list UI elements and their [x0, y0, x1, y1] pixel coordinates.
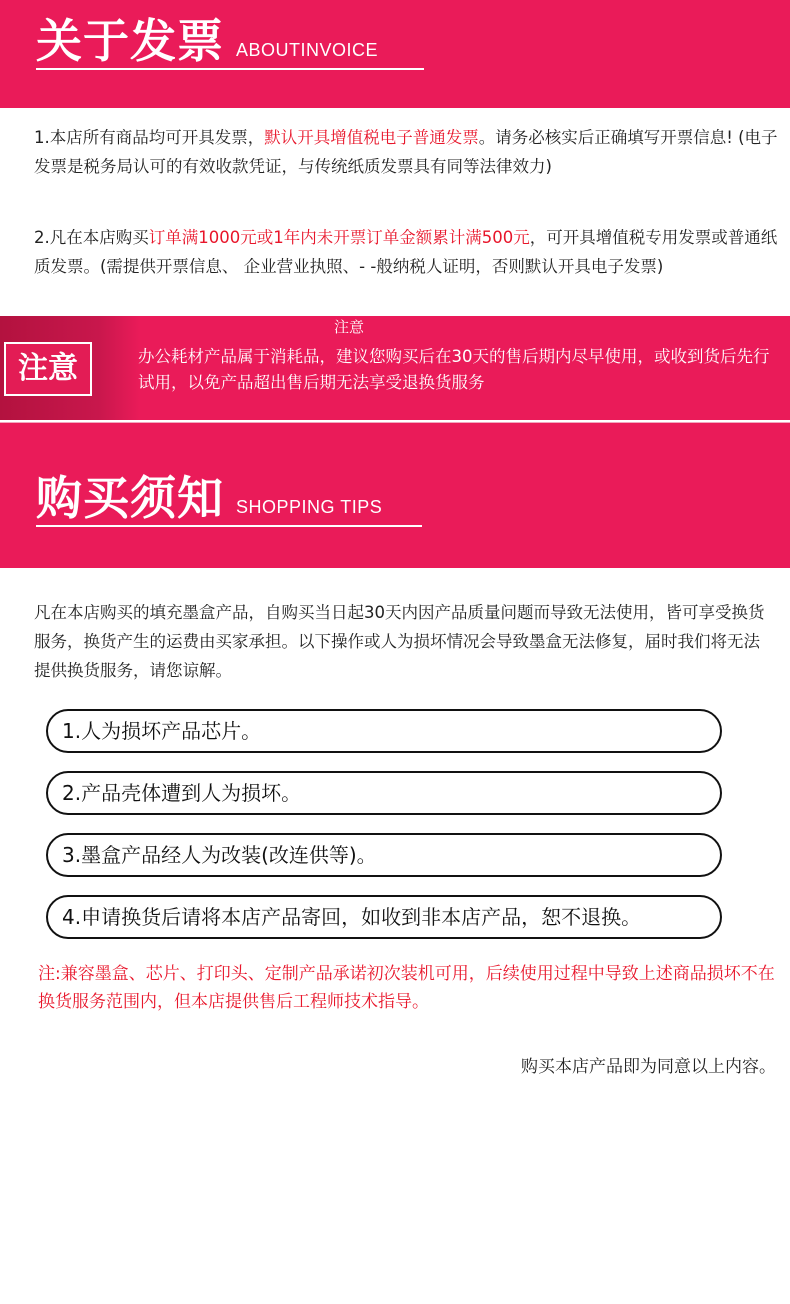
invoice-highlight-2: 订单满1000元或1年内未开票订单金额累计满500元 — [148, 228, 530, 247]
rule-item-4: 4.申请换货后请将本店产品寄回，如收到非本店产品，恕不退换。 — [46, 895, 722, 939]
warranty-note: 注:兼容墨盒、芯片、打印头、定制产品承诺初次装机可用，后续使用过程中导致上述商品损坏不在换货服务范围内，但本店提供售后工程师技术指导。 — [38, 964, 775, 1012]
rule-item-3: 3.墨盒产品经人为改装(改连供等)。 — [46, 833, 722, 877]
shopping-title-underline — [36, 525, 422, 527]
invoice-banner — [0, 0, 790, 108]
invoice-title-underline — [36, 68, 424, 70]
invoice-paragraph-1: 1.本店所有商品均可开具发票，默认开具增值税电子普通发票。请务必核实后正确填写开票信息! (电子 发票是税务局认可的有效收款凭证，与传统纸质发票具有同等法律效力) — [34, 128, 778, 176]
shopping-title: 购买须知 — [36, 471, 224, 525]
invoice-title-en: ABOUTINVOICE — [236, 40, 379, 60]
rule-item-1: 1.人为损坏产品芯片。 — [46, 709, 722, 753]
shopping-title-en: SHOPPING TIPS — [236, 497, 383, 517]
invoice-paragraph-2: 2.凡在本店购买订单满1000元或1年内未开票订单金额累计满500元，可开具增值税专用发票或普通纸质发票。(需提供开票信息、 企业营业执照、- -般纳税人证明，否则默认开具电子发票) — [34, 228, 778, 276]
notice-body: 办公耗材产品属于消耗品，建议您购买后在30天的售后期内尽早使用，或收到货后先行试用，以免产品超出售后期无法享受退换货服务 — [138, 347, 770, 392]
agreement-statement: 购买本店产品即为同意以上内容。 — [521, 1057, 776, 1077]
notice-heading: 注意 — [334, 318, 365, 336]
invoice-highlight-1: 默认开具增值税电子普通发票 — [264, 128, 479, 147]
notice-badge: 注意 — [4, 342, 92, 396]
notice-banner — [0, 316, 790, 420]
shopping-banner — [0, 422, 790, 568]
shopping-intro: 凡在本店购买的填充墨盒产品，自购买当日起30天内因产品质量问题而导致无法使用，皆可享受换货服务，换货产生的运费由买家承担。以下操作或人为损坏情况会导致墨盒无法修复，届时我们将无法提供换货服务，请您谅解。 — [34, 603, 765, 680]
rule-item-2: 2.产品壳体遭到人为损坏。 — [46, 771, 722, 815]
invoice-title: 关于发票 — [36, 14, 224, 68]
